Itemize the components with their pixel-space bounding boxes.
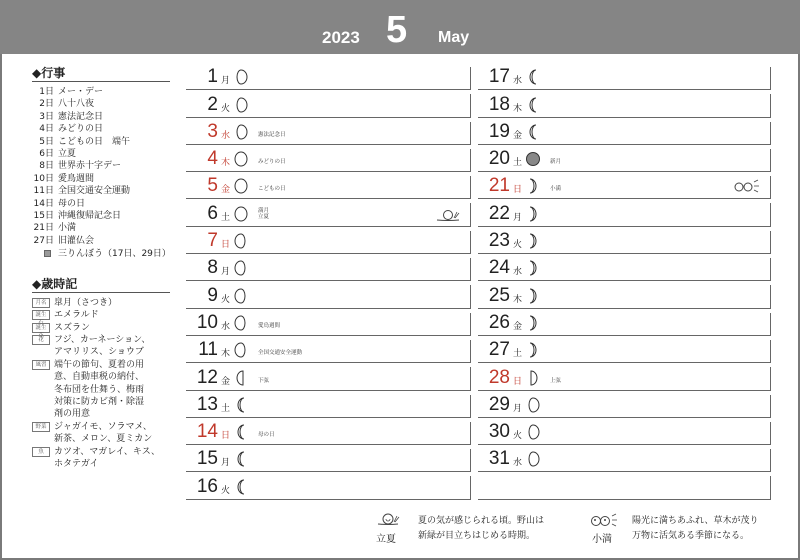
moon-crescent-wane-icon bbox=[526, 124, 540, 140]
day-cell bbox=[186, 118, 470, 145]
day-cell bbox=[186, 472, 470, 499]
day-number: 29 bbox=[488, 393, 510, 415]
weekday-label: 土 bbox=[513, 158, 523, 169]
saijiki-line bbox=[32, 334, 170, 346]
day-number: 18 bbox=[488, 93, 510, 115]
gyoji-name: メー・デー bbox=[58, 87, 104, 97]
gyoji-date: 10日 bbox=[33, 173, 54, 184]
day-number: 6 bbox=[207, 202, 218, 224]
moon-crescent-wax-icon bbox=[526, 260, 540, 276]
saijiki-tag: 誕生石 bbox=[32, 310, 50, 320]
day-cell bbox=[478, 363, 770, 390]
weekday-label: 土 bbox=[513, 349, 523, 360]
gyoji-note: 三りんぼう（17日、29日） bbox=[32, 248, 170, 260]
moon-full-icon bbox=[234, 178, 248, 194]
gyoji-item bbox=[32, 123, 170, 135]
day-cell bbox=[478, 472, 770, 499]
day-number: 7 bbox=[207, 230, 218, 252]
day-cell bbox=[478, 145, 770, 172]
saijiki-text: 端午の節句、夏着の用 bbox=[54, 359, 145, 370]
weekday-label: 月 bbox=[513, 403, 523, 414]
day-number: 19 bbox=[488, 120, 510, 142]
day-number: 20 bbox=[488, 148, 510, 170]
weekday-label: 火 bbox=[513, 240, 523, 251]
weekday-label: 月 bbox=[221, 458, 231, 469]
gyoji-date: 4日 bbox=[39, 124, 54, 135]
day-number: 31 bbox=[488, 448, 510, 470]
moon-gibbous-wane-icon bbox=[234, 342, 248, 358]
gyoji-title: ◆行事 bbox=[32, 64, 170, 82]
weekday-label: 月 bbox=[513, 212, 523, 223]
moon-gibbous-wax-icon bbox=[526, 424, 540, 440]
day-number: 10 bbox=[196, 311, 218, 333]
saijiki-line bbox=[32, 371, 170, 383]
day-cell bbox=[186, 336, 470, 363]
day-cell bbox=[478, 391, 770, 418]
moon-gibbous-wane-icon bbox=[234, 288, 248, 304]
moon-crescent-wax-icon bbox=[526, 206, 540, 222]
gyoji-item bbox=[32, 198, 170, 210]
day-cell bbox=[478, 227, 770, 254]
day-cell bbox=[186, 227, 470, 254]
day-number: 21 bbox=[488, 175, 510, 197]
gyoji-item bbox=[32, 148, 170, 160]
weekday-label: 土 bbox=[221, 212, 231, 223]
day-number: 3 bbox=[207, 120, 218, 142]
moon-crescent-wane-icon bbox=[234, 397, 248, 413]
day-number: 2 bbox=[207, 93, 218, 115]
snail-icon bbox=[436, 209, 460, 221]
day-event: 新月 bbox=[550, 159, 562, 166]
day-number: 16 bbox=[196, 475, 218, 497]
day-cell bbox=[186, 418, 470, 445]
moon-crescent-wax-icon bbox=[526, 342, 540, 358]
weekday-label: 火 bbox=[221, 294, 231, 305]
gyoji-item bbox=[32, 136, 170, 148]
sidebar bbox=[32, 64, 170, 470]
day-number: 27 bbox=[488, 339, 510, 361]
gyoji-item bbox=[32, 235, 170, 247]
saijiki-text: スズラン bbox=[54, 322, 91, 333]
saijiki-text: ホタテガイ bbox=[54, 458, 99, 469]
gyoji-date: 21日 bbox=[33, 223, 54, 234]
day-number: 30 bbox=[488, 421, 510, 443]
gyoji-date: 2日 bbox=[39, 99, 54, 110]
day-number: 22 bbox=[488, 202, 510, 224]
day-cell bbox=[186, 309, 470, 336]
weekday-label: 木 bbox=[513, 103, 523, 114]
gyoji-name: 母の日 bbox=[58, 198, 86, 209]
moon-crescent-wax-icon bbox=[526, 233, 540, 249]
weekday-label: 日 bbox=[221, 431, 231, 442]
weekday-label: 火 bbox=[513, 431, 523, 442]
day-cell bbox=[186, 445, 470, 472]
weekday-label: 木 bbox=[221, 158, 231, 169]
saijiki-text: カツオ、マガレイ、キス、 bbox=[54, 446, 161, 457]
snail-icon bbox=[376, 512, 400, 526]
saijiki-text: 対策に防カビ剤・除湿 bbox=[54, 396, 145, 407]
gyoji-name: 八十八夜 bbox=[58, 99, 95, 110]
gyoji-date: 14日 bbox=[33, 198, 54, 209]
day-event: 全国交通安全運動 bbox=[258, 350, 303, 357]
moon-gibbous-wane-icon bbox=[234, 233, 248, 249]
weekday-label: 日 bbox=[221, 240, 231, 251]
saijiki-line bbox=[32, 309, 170, 327]
gyoji-date: 15日 bbox=[33, 211, 54, 222]
day-event: みどりの日 bbox=[258, 159, 286, 166]
day-number: 15 bbox=[196, 448, 218, 470]
moon-crescent-wane-icon bbox=[526, 69, 540, 85]
saijiki-tag: 魚 bbox=[32, 447, 50, 457]
gyoji-name: 沖縄復帰記念日 bbox=[58, 211, 122, 222]
month-english: May bbox=[438, 29, 470, 46]
saijiki-line bbox=[32, 359, 170, 371]
saijiki-line bbox=[32, 446, 170, 458]
gyoji-name: 世界赤十字デー bbox=[58, 161, 122, 172]
weekday-label: 火 bbox=[221, 103, 231, 114]
saijiki-tag: 誕生花 bbox=[32, 323, 50, 333]
sekki-footer bbox=[370, 512, 790, 550]
day-cell bbox=[478, 199, 770, 226]
saijiki-line bbox=[32, 322, 170, 339]
saijiki-text: 剤の用意 bbox=[54, 409, 91, 420]
day-cell bbox=[186, 172, 470, 199]
day-number: 12 bbox=[196, 366, 218, 388]
day-cell bbox=[478, 90, 770, 117]
day-cell bbox=[478, 63, 770, 90]
moon-crescent-wax-icon bbox=[526, 288, 540, 304]
weekday-label: 水 bbox=[513, 267, 523, 278]
sekki-name-shoman: 小満 bbox=[592, 534, 612, 545]
weekday-label: 土 bbox=[221, 403, 231, 414]
gyoji-name: こどもの日 端午 bbox=[58, 136, 131, 147]
sekki-text-rikka: 夏の気が感じられる頃。野山は 新緑が目立ちはじめる時期。 bbox=[418, 516, 545, 541]
month-number: 5 bbox=[386, 9, 408, 51]
day-cell bbox=[186, 281, 470, 308]
moon-gibbous-wane-icon bbox=[234, 315, 248, 331]
saijiki-text: ジャガイモ、ソラマメ、 bbox=[54, 421, 152, 432]
ladybug-icon bbox=[588, 512, 618, 528]
gyoji-item bbox=[32, 98, 170, 110]
weekday-label: 水 bbox=[513, 458, 523, 469]
gyoji-name: 全国交通安全運動 bbox=[58, 186, 131, 197]
gyoji-date: 8日 bbox=[39, 161, 54, 172]
saijiki-line bbox=[32, 433, 170, 445]
sekki-name-rikka: 立夏 bbox=[376, 534, 396, 545]
gyoji-item bbox=[32, 173, 170, 185]
day-number: 13 bbox=[196, 393, 218, 415]
gyoji-item bbox=[32, 160, 170, 172]
saijiki-list bbox=[32, 297, 170, 471]
square-icon bbox=[44, 250, 51, 257]
moon-crescent-wane-icon bbox=[526, 97, 540, 113]
moon-full-icon bbox=[234, 151, 248, 167]
weekday-label: 水 bbox=[513, 76, 523, 87]
sekki-text-shoman: 陽光に満ちあふれ、草木が茂り 万物に活気ある季節になる。 bbox=[632, 516, 759, 541]
gyoji-list bbox=[32, 86, 170, 247]
gyoji-name: 憲法記念日 bbox=[58, 111, 104, 122]
weekday-label: 木 bbox=[513, 294, 523, 305]
gyoji-date: 3日 bbox=[39, 111, 54, 122]
day-cell bbox=[478, 309, 770, 336]
gyoji-item bbox=[32, 222, 170, 234]
saijiki-line bbox=[32, 297, 170, 309]
day-cell bbox=[478, 336, 770, 363]
gyoji-item bbox=[32, 210, 170, 222]
day-cell bbox=[186, 199, 470, 226]
weekday-label: 金 bbox=[221, 376, 231, 387]
day-number: 1 bbox=[207, 66, 218, 88]
saijiki-line bbox=[32, 384, 170, 396]
gyoji-item bbox=[32, 111, 170, 123]
day-cell bbox=[478, 445, 770, 472]
calendar-column-left bbox=[186, 63, 470, 500]
day-number: 5 bbox=[207, 175, 218, 197]
saijiki-text: 皐月（さつき） bbox=[54, 297, 118, 308]
day-event: 母の日 bbox=[258, 432, 275, 439]
moon-gibbous-wax-icon bbox=[526, 397, 540, 413]
saijiki-line bbox=[32, 346, 170, 358]
weekday-label: 金 bbox=[221, 185, 231, 196]
day-cell bbox=[478, 281, 770, 308]
saijiki-line bbox=[32, 396, 170, 408]
year-label: 2023 bbox=[322, 28, 360, 47]
day-cell bbox=[478, 118, 770, 145]
gyoji-date: 1日 bbox=[39, 87, 54, 97]
saijiki-line bbox=[32, 408, 170, 420]
gyoji-date: 27日 bbox=[33, 235, 54, 246]
day-number: 26 bbox=[488, 311, 510, 333]
day-event: 小満 bbox=[550, 186, 562, 193]
moon-quarter-wax-icon bbox=[526, 370, 540, 386]
weekday-label: 日 bbox=[513, 376, 523, 387]
saijiki-text: 新茶、メロン、夏ミカン bbox=[54, 434, 153, 445]
day-cell bbox=[186, 63, 470, 90]
day-cell bbox=[186, 391, 470, 418]
weekday-label: 月 bbox=[221, 76, 231, 87]
saijiki-line bbox=[32, 421, 170, 433]
day-cell bbox=[478, 254, 770, 281]
saijiki-text: アマリリス、ショウブ bbox=[54, 347, 144, 358]
gyoji-date: 11日 bbox=[33, 186, 54, 197]
saijiki-text: フジ、カーネーション、 bbox=[54, 334, 151, 345]
weekday-label: 月 bbox=[221, 267, 231, 278]
gyoji-date: 5日 bbox=[39, 136, 54, 147]
moon-gibbous-wane-icon bbox=[234, 260, 248, 276]
gyoji-item bbox=[32, 185, 170, 197]
day-number: 24 bbox=[488, 257, 510, 279]
day-number: 11 bbox=[198, 339, 218, 361]
saijiki-line bbox=[32, 458, 170, 470]
day-number: 25 bbox=[488, 284, 510, 306]
day-number: 17 bbox=[488, 66, 510, 88]
day-cell bbox=[186, 363, 470, 390]
ladybug-icon bbox=[732, 179, 760, 193]
day-number: 14 bbox=[196, 421, 218, 443]
moon-crescent-wane-icon bbox=[234, 451, 248, 467]
weekday-label: 水 bbox=[221, 130, 231, 141]
gyoji-name: 小満 bbox=[58, 223, 77, 234]
gyoji-name: 立夏 bbox=[58, 149, 77, 160]
weekday-label: 火 bbox=[221, 485, 231, 496]
weekday-label: 金 bbox=[513, 130, 523, 141]
gyoji-date: 6日 bbox=[39, 149, 54, 160]
day-cell bbox=[186, 90, 470, 117]
day-number: 8 bbox=[207, 257, 218, 279]
moon-gibbous-wax-icon bbox=[526, 451, 540, 467]
saijiki-text: 冬布団を仕舞う、梅雨 bbox=[54, 384, 145, 395]
day-number: 4 bbox=[207, 148, 218, 170]
day-cell bbox=[186, 145, 470, 172]
moon-quarter-wane-icon bbox=[234, 370, 248, 386]
moon-new-icon bbox=[526, 151, 540, 167]
moon-crescent-wane-icon bbox=[234, 479, 248, 495]
moon-crescent-wax-icon bbox=[526, 178, 540, 194]
gyoji-name: 旧灌仏会 bbox=[58, 235, 95, 246]
gyoji-item bbox=[32, 86, 170, 98]
calendar-column-right bbox=[478, 63, 770, 500]
saijiki-tag: 花 bbox=[32, 335, 50, 345]
day-cell bbox=[478, 418, 770, 445]
saijiki-tag: 月名 bbox=[32, 298, 50, 308]
day-event: 愛鳥週間 bbox=[258, 322, 281, 329]
day-event: 憲法記念日 bbox=[258, 131, 286, 138]
moon-crescent-wax-icon bbox=[526, 315, 540, 331]
day-event: こどもの日 bbox=[258, 186, 286, 193]
day-number: 9 bbox=[207, 284, 218, 306]
gyoji-name: 愛鳥週間 bbox=[58, 173, 95, 184]
moon-full-icon bbox=[234, 206, 248, 222]
day-number: 28 bbox=[488, 366, 510, 388]
saijiki-title: ◆歳時記 bbox=[32, 275, 170, 293]
gyoji-name: みどりの日 bbox=[58, 124, 104, 135]
day-number: 23 bbox=[488, 230, 510, 252]
weekday-label: 水 bbox=[221, 321, 231, 332]
moon-gibbous-wax-icon bbox=[234, 69, 248, 85]
day-event: 上弦 bbox=[550, 377, 562, 384]
weekday-label: 金 bbox=[513, 321, 523, 332]
header-bar bbox=[0, 0, 800, 54]
saijiki-text: エメラルド bbox=[54, 310, 99, 321]
day-cell bbox=[186, 254, 470, 281]
saijiki-tag: 野菜 bbox=[32, 422, 50, 432]
day-cell bbox=[478, 172, 770, 199]
weekday-label: 日 bbox=[513, 185, 523, 196]
moon-gibbous-wax-icon bbox=[234, 124, 248, 140]
moon-crescent-wane-icon bbox=[234, 424, 248, 440]
day-event: 満月 立夏 bbox=[258, 207, 270, 220]
moon-gibbous-wax-icon bbox=[234, 97, 248, 113]
saijiki-tag: 風習 bbox=[32, 360, 50, 370]
day-event: 下弦 bbox=[258, 377, 270, 384]
saijiki-text: 意、自動車税の納付、 bbox=[54, 372, 145, 383]
weekday-label: 木 bbox=[221, 349, 231, 360]
